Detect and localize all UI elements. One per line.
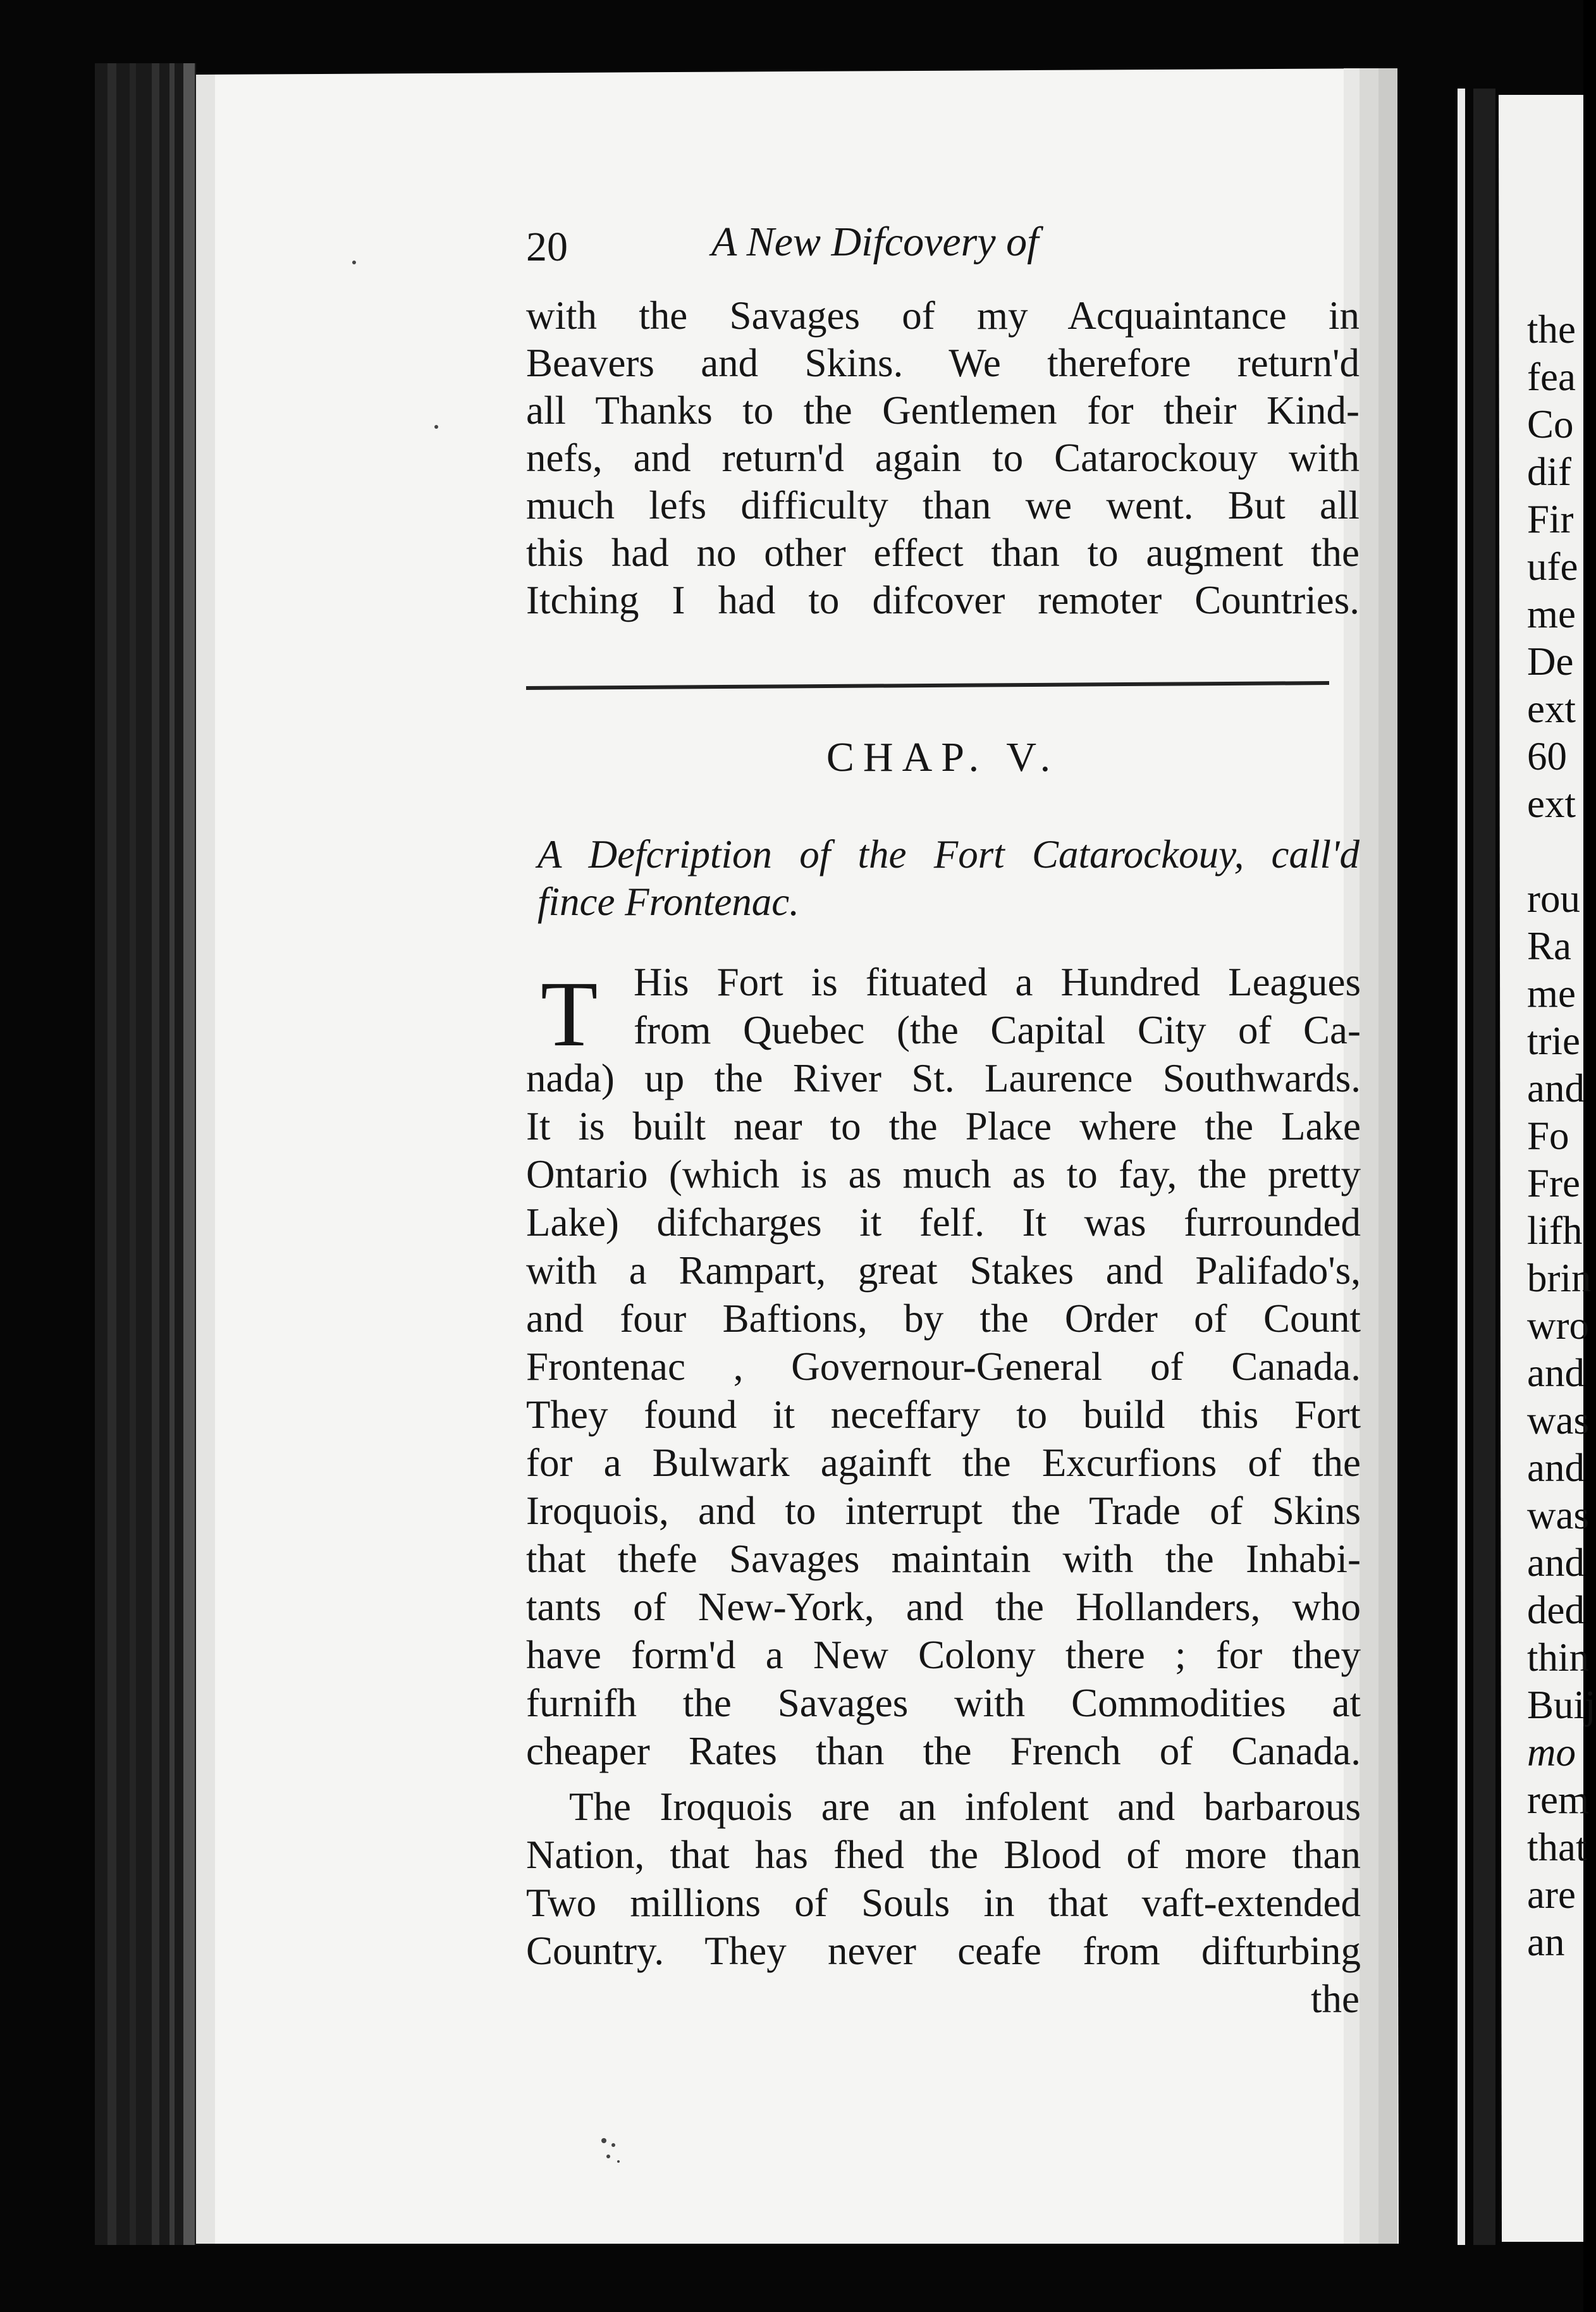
facing-fragment: Fir xyxy=(1527,497,1574,541)
facing-fragment: and xyxy=(1527,1446,1585,1490)
text-line: for a Bulwark againft the Excurfions of the xyxy=(526,1441,1361,1485)
text-line: and four Baftions, by the Order of Count xyxy=(526,1296,1361,1341)
facing-fragment: ufe xyxy=(1527,544,1578,589)
chapter-title-line: A Defcription of the Fort Catarockouy, call'd xyxy=(537,832,1360,876)
text-line: Beavers and Skins. We therefore return'd xyxy=(526,341,1360,385)
text-line: have form'd a New Colony there ; for they xyxy=(526,1633,1361,1677)
text-line: Two millions of Souls in that vaft-extended xyxy=(526,1881,1361,1925)
facing-fragment: ext xyxy=(1527,687,1576,731)
facing-fragment: ext xyxy=(1527,782,1576,826)
gutter-shading xyxy=(95,63,196,2245)
text-line: His Fort is fituated a Hundred Leagues xyxy=(634,960,1361,1004)
text-line: all Thanks to the Gentlemen for their Kind- xyxy=(526,388,1360,433)
text-line: that thefe Savages maintain with the Inhabi- xyxy=(526,1537,1361,1581)
facing-fragment: Fre xyxy=(1527,1161,1580,1205)
facing-fragment: wro xyxy=(1527,1303,1589,1348)
facing-fragment: rou xyxy=(1527,876,1580,921)
running-head: A New Difcovery of xyxy=(711,219,1039,265)
facing-fragment: mo xyxy=(1527,1730,1576,1774)
facing-fragment: and xyxy=(1527,1540,1585,1585)
text-line: Iroquois, and to interrupt the Trade of Skins xyxy=(526,1489,1361,1533)
text-line: tants of New-York, and the Hollanders, who xyxy=(526,1585,1361,1629)
text-line: They found it neceffary to build this Fort xyxy=(526,1393,1361,1437)
facing-fragment: trie xyxy=(1527,1019,1580,1063)
text-line: Nation, that has fhed the Blood of more than xyxy=(526,1833,1361,1877)
facing-fragment: thin xyxy=(1527,1635,1590,1680)
facing-fragment: are xyxy=(1527,1872,1576,1917)
facing-fragment: and xyxy=(1527,1066,1585,1110)
facing-fragment: dif xyxy=(1527,450,1571,494)
facing-fragment: me xyxy=(1527,592,1576,636)
text-line: with a Rampart, great Stakes and Palifado's, xyxy=(526,1248,1361,1293)
facing-fragment: the xyxy=(1527,307,1576,352)
facing-fragment: that xyxy=(1527,1825,1587,1869)
facing-fragment: lifh xyxy=(1527,1208,1583,1253)
text-line: furnifh the Savages with Commodities at xyxy=(526,1681,1361,1725)
text-line: cheaper Rates than the French of Canada. xyxy=(526,1729,1361,1773)
facing-fragment: Buij xyxy=(1527,1683,1596,1727)
facing-fragment: rem xyxy=(1527,1778,1589,1822)
text-line: It is built near to the Place where the Lake xyxy=(526,1104,1361,1148)
chapter-heading: CHAP. V. xyxy=(826,734,1060,780)
facing-fragment: fea xyxy=(1527,355,1576,399)
text-line: this had no other effect than to augment the xyxy=(526,531,1360,575)
facing-fragment: De xyxy=(1527,639,1574,684)
facing-fragment: brin xyxy=(1527,1256,1592,1300)
facing-fragment: me xyxy=(1527,971,1576,1016)
text-line: Country. They never ceafe from difturbing xyxy=(526,1929,1361,1973)
catchword: the xyxy=(1311,1977,1360,2021)
text-line: The Iroquois are an infolent and barbarous xyxy=(569,1785,1361,1829)
facing-fragment: was xyxy=(1527,1398,1589,1442)
page-number: 20 xyxy=(526,224,568,270)
text-line: from Quebec (the Capital City of Ca- xyxy=(634,1008,1361,1052)
facing-fragment: ded xyxy=(1527,1588,1585,1632)
text-line: Lake) difcharges it felf. It was furrounded xyxy=(526,1200,1361,1245)
text-line: Ontario (which is as much as to fay, the pretty xyxy=(526,1152,1361,1196)
facing-fragment: was xyxy=(1527,1493,1589,1537)
facing-fragment: Ra xyxy=(1527,924,1571,968)
text-line: nada) up the River St. Laurence Southwards. xyxy=(526,1056,1361,1100)
text-line: nefs, and return'd again to Catarockouy with xyxy=(526,436,1360,480)
facing-fragment: Co xyxy=(1527,402,1574,446)
facing-fragment: and xyxy=(1527,1351,1585,1395)
drop-cap: T xyxy=(541,962,598,1066)
facing-fragment: an xyxy=(1527,1920,1565,1964)
facing-fragment: Fo xyxy=(1527,1114,1569,1158)
text-line: Itching I had to difcover remoter Countries. xyxy=(526,578,1360,622)
text-line: with the Savages of my Acquaintance in xyxy=(526,293,1360,338)
text-line: much lefs difficulty than we went. But all xyxy=(526,483,1360,527)
chapter-title-line: fince Frontenac. xyxy=(537,880,800,924)
text-line: Frontenac , Governour-General of Canada. xyxy=(526,1344,1361,1389)
facing-fragment: 60 xyxy=(1527,734,1567,778)
